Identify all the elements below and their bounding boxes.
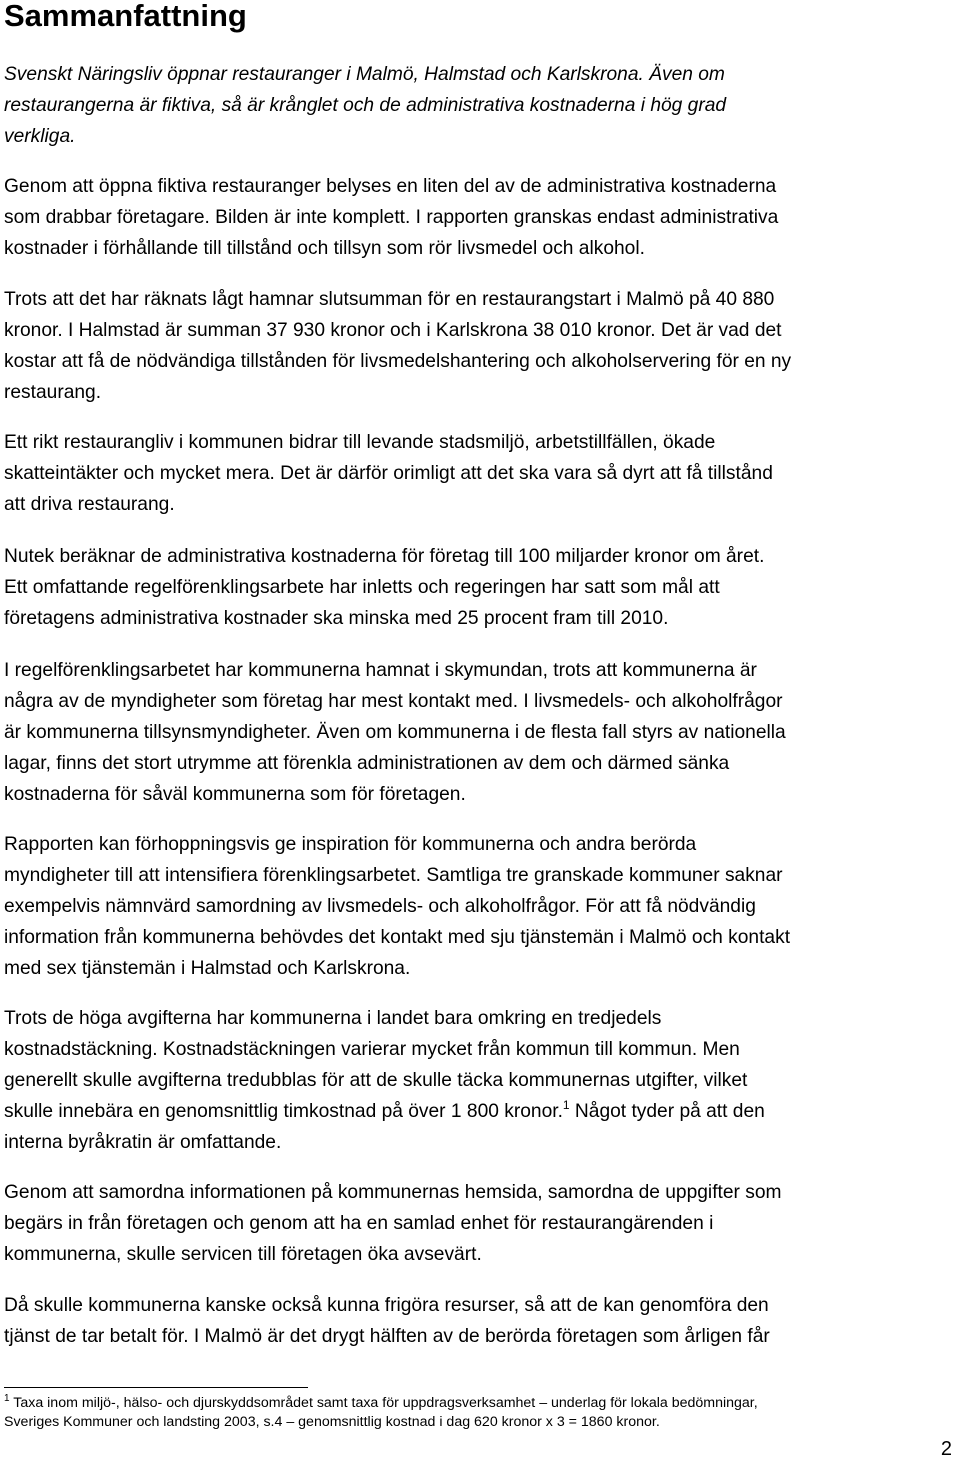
footnote-line: Sveriges Kommuner och landsting 2003, s.4 – genomsnittlig kostnad i dag 620 kronor x 3 = 1860 kronor. xyxy=(4,1414,660,1430)
text-line: information från kommunerna behövdes det kontakt med sju tjänstemän i Malmö och kontakt xyxy=(4,927,791,948)
body-paragraph xyxy=(4,1177,960,1270)
text-segment: skulle innebära en genomsnittlig timkostnad på över 1 800 kronor. xyxy=(4,1101,563,1122)
text-line: kostar att få de nödvändiga tillstånden för livsmedelshantering och alkoholservering för en ny xyxy=(4,351,792,372)
footnote-divider xyxy=(4,1387,308,1388)
text-line: exempelvis nämnvärd samordning av livsmedels- och alkoholfrågor. För att få nödvändig xyxy=(4,896,756,917)
text-line: skatteintäkter och mycket mera. Det är därför orimligt att det ska vara så dyrt att få tillstånd xyxy=(4,463,773,484)
text-line: Då skulle kommunerna kanske också kunna frigöra resurser, så att de kan genomföra den xyxy=(4,1295,769,1316)
text-line: som drabbar företagare. Bilden är inte komplett. I rapporten granskas endast administrativa xyxy=(4,207,779,228)
text-line: företagens administrativa kostnader ska minska med 25 procent fram till 2010. xyxy=(4,608,669,629)
text-line: kronor. I Halmstad är summan 37 930 kronor och i Karlskrona 38 010 kronor. Det är vad det xyxy=(4,320,782,341)
text-line: lagar, finns det stort utrymme att förenkla administrationen av dem och därmed sänka xyxy=(4,753,730,774)
footnote-text: Taxa inom miljö-, hälso- och djurskyddsområdet samt taxa för uppdragsverksamhet – underlag för lokala bedömningar, xyxy=(9,1395,758,1411)
text-line: kostnader i förhållande till tillstånd och tillsyn som rör livsmedel och alkohol. xyxy=(4,238,645,259)
body-paragraph xyxy=(4,1290,960,1352)
text-line: interna byråkratin är omfattande. xyxy=(4,1132,282,1153)
footnote xyxy=(4,1394,960,1432)
text-segment: Något tyder på att den xyxy=(569,1101,765,1122)
text-line: att driva restaurang. xyxy=(4,494,175,515)
body-paragraph xyxy=(4,829,960,984)
text-line: restaurang. xyxy=(4,382,102,403)
text-line: Trots de höga avgifterna har kommunerna i landet bara omkring en tredjedels xyxy=(4,1008,662,1029)
body-paragraph xyxy=(4,1003,960,1158)
text-line: begärs in från företagen och genom att ha en samlad enhet för restaurangärenden i xyxy=(4,1213,714,1234)
text-line: Trots att det har räknats lågt hamnar slutsumman för en restaurangstart i Malmö på 40 880 xyxy=(4,289,775,310)
text-line: Svenskt Näringsliv öppnar restauranger i Malmö, Halmstad och Karlskrona. Även om xyxy=(4,64,725,85)
text-line: kostnaderna för såväl kommunerna som för företagen. xyxy=(4,784,466,805)
body-paragraph xyxy=(4,427,960,520)
text-line: Genom att samordna informationen på kommunernas hemsida, samordna de uppgifter som xyxy=(4,1182,782,1203)
text-line: Genom att öppna fiktiva restauranger belyses en liten del av de administrativa kostnaderna xyxy=(4,176,777,197)
text-line: generellt skulle avgifterna tredubblas för att de skulle täcka kommunernas utgifter, vilket xyxy=(4,1070,748,1091)
text-line: är kommunerna tillsynsmyndigheter. Även om kommunerna i de flesta fall styrs av nationella xyxy=(4,722,786,743)
body-paragraph xyxy=(4,284,960,408)
text-line: Rapporten kan förhoppningsvis ge inspiration för kommunerna och andra berörda xyxy=(4,834,697,855)
text-line: Ett rikt restaurangliv i kommunen bidrar till levande stadsmiljö, arbetstillfällen, ökade xyxy=(4,432,716,453)
text-line: tjänst de tar betalt för. I Malmö är det drygt hälften av de berörda företagen som årligen får xyxy=(4,1326,770,1347)
text-line: restaurangerna är fiktiva, så är krånglet och de administrativa kostnaderna i hög grad xyxy=(4,95,727,116)
body-paragraph xyxy=(4,655,960,810)
text-line: myndigheter till att intensifiera förenklingsarbetet. Samtliga tre granskade kommuner saknar xyxy=(4,865,783,886)
body-paragraph xyxy=(4,171,960,264)
text-line: Ett omfattande regelförenklingsarbete har inletts och regeringen har satt som mål att xyxy=(4,577,720,598)
text-line: kommunerna, skulle servicen till företagen öka avsevärt. xyxy=(4,1244,482,1265)
footnote-reference[interactable]: 1 xyxy=(562,1098,570,1112)
text-line: verkliga. xyxy=(4,126,76,147)
footnote-line xyxy=(4,1394,960,1413)
text-line: I regelförenklingsarbetet har kommunerna hamnat i skymundan, trots att kommunerna är xyxy=(4,660,757,681)
intro-paragraph xyxy=(4,59,960,152)
text-line: kostnadstäckning. Kostnadstäckningen varierar mycket från kommun till kommun. Men xyxy=(4,1039,740,1060)
text-line: några av de myndigheter som företag har mest kontakt med. I livsmedels- och alkoholfrågor xyxy=(4,691,783,712)
text-line: Nutek beräknar de administrativa kostnaderna för företag till 100 miljarder kronor om året. xyxy=(4,546,765,567)
footnote-mark: 1 xyxy=(4,1393,10,1404)
text-line: med sex tjänstemän i Halmstad och Karlskrona. xyxy=(4,958,411,979)
page-title: Sammanfattning xyxy=(4,0,247,33)
text-line-with-footnote xyxy=(4,1096,960,1127)
body-paragraph xyxy=(4,541,960,634)
page-number: 2 xyxy=(940,1438,952,1460)
